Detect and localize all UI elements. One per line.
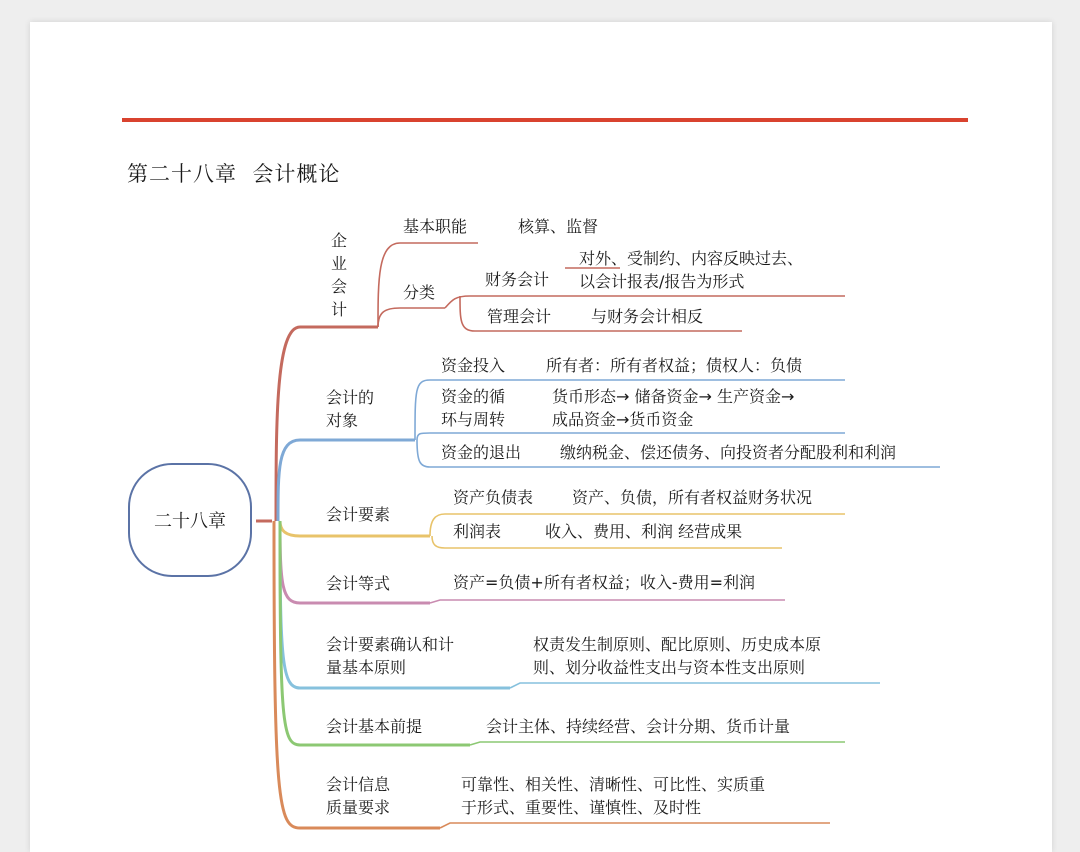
branch-5-label-1: 会计要素确认和计 — [326, 635, 455, 654]
branch-1-fin-value-1: 对外、受制约、内容反映过去、 — [579, 249, 804, 268]
branch-3-label: 会计要素 — [326, 505, 391, 524]
branch-2-out-label: 资金的退出 — [441, 443, 522, 462]
branch-2-label-1: 会计的 — [326, 388, 375, 407]
branch-1-func-label: 基本职能 — [403, 217, 468, 236]
branch-2-in-label: 资金投入 — [441, 356, 506, 375]
branch-2-cycle-value-2: 成品资金→货币资金 — [552, 410, 694, 429]
branch-5-value-1: 权责发生制原则、配比原则、历史成本原 — [533, 635, 822, 654]
branch-1-class-label: 分类 — [403, 283, 436, 302]
branch-2-label-2: 对象 — [326, 411, 359, 430]
branch-2-cycle-label-1: 资金的循 — [441, 387, 506, 406]
branch-1-func-value: 核算、监督 — [518, 217, 599, 236]
branch-1-label: 企业会计 — [331, 231, 348, 319]
branch-2-cycle-value-1: 货币形态→ 储备资金→ 生产资金→ — [552, 387, 795, 406]
central-topic: 二十八章 — [128, 463, 252, 577]
branch-5-value-2: 则、划分收益性支出与资本性支出原则 — [533, 658, 806, 677]
branch-7-label-1: 会计信息 — [326, 775, 391, 794]
branch-2-in-value: 所有者：所有者权益；债权人：负债 — [546, 356, 803, 375]
branch-6-label: 会计基本前提 — [326, 717, 423, 736]
branch-6-value: 会计主体、持续经营、会计分期、货币计量 — [486, 717, 791, 736]
branch-3-pl-label: 利润表 — [453, 522, 502, 541]
branch-7-value-1: 可靠性、相关性、清晰性、可比性、实质重 — [461, 775, 766, 794]
branch-1-mgmt-value: 与财务会计相反 — [591, 307, 704, 326]
branch-7-label-2: 质量要求 — [326, 798, 391, 817]
branch-3-bs-label: 资产负债表 — [453, 488, 534, 507]
branch-7-value-2: 于形式、重要性、谨慎性、及时性 — [461, 798, 702, 817]
branch-2-cycle-label-2: 环与周转 — [441, 410, 506, 429]
page-title: 第二十八章 会计概论 — [127, 162, 341, 186]
branch-3-pl-value: 收入、费用、利润 经营成果 — [545, 522, 743, 541]
branch-4-value: 资产=负债+所有者权益；收入-费用=利润 — [453, 573, 755, 592]
branch-1-fin-label: 财务会计 — [485, 270, 550, 289]
branch-1-fin-value-2: 以会计报表/报告为形式 — [579, 272, 745, 291]
branch-3-bs-value: 资产、负债，所有者权益财务状况 — [572, 488, 813, 507]
branch-1-mgmt-label: 管理会计 — [487, 307, 552, 326]
branch-4-label: 会计等式 — [326, 574, 391, 593]
branch-5-label-2: 量基本原则 — [326, 658, 407, 677]
header-rule — [122, 118, 968, 122]
branch-2-out-value: 缴纳税金、偿还债务、向投资者分配股利和利润 — [560, 443, 897, 462]
